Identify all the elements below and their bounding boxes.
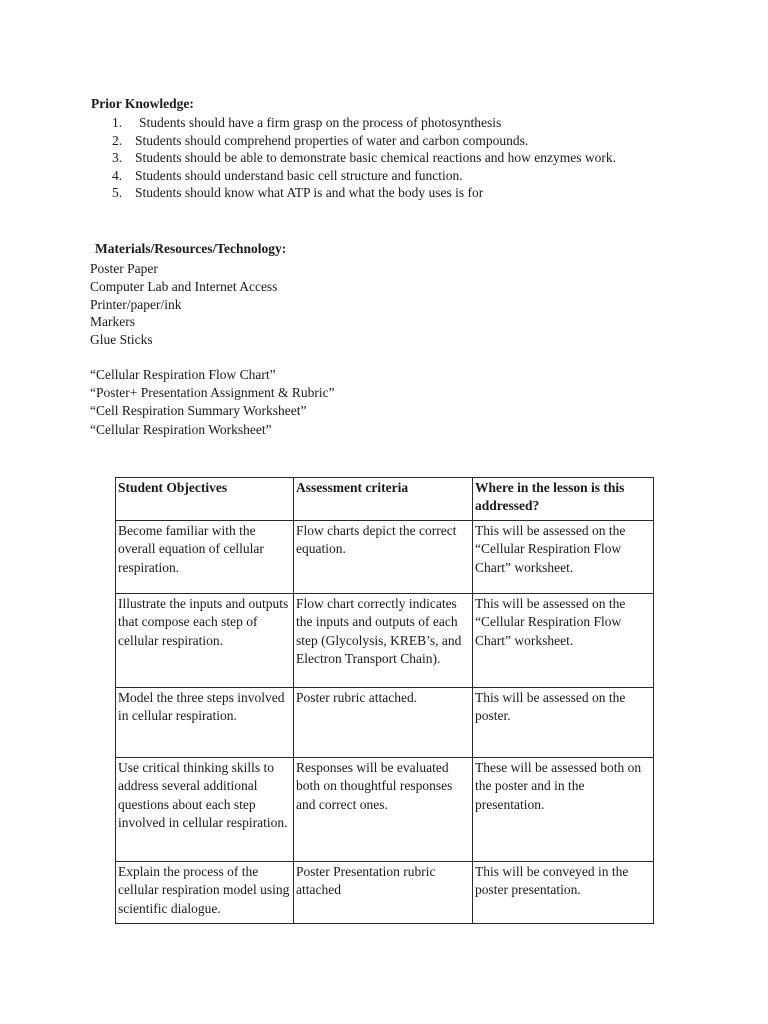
worksheet-item: “Cellular Respiration Flow Chart” [90, 367, 276, 382]
table-header-row [116, 478, 654, 521]
table-row [116, 758, 654, 862]
table-cell: Explain the process of the cellular respiration model using scientific dialogue. [116, 862, 294, 924]
list-item: 5. Students should know what ATP is and what the body uses is for [112, 185, 484, 201]
materials-heading: Materials/Resources/Technology: [95, 241, 287, 256]
list-item: 4. Students should understand basic cell structure and function. [112, 167, 463, 183]
table-cell: Flow charts depict the correct equation. [294, 521, 473, 594]
table-cell: Model the three steps involved in cellular respiration. [116, 688, 294, 758]
table-row [116, 594, 654, 688]
materials-list [90, 260, 277, 349]
objectives-table [115, 477, 654, 924]
table-row [116, 688, 654, 758]
worksheet-item: “Cell Respiration Summary Worksheet” [90, 403, 307, 419]
table-row [116, 862, 654, 924]
table-row [116, 521, 654, 594]
table-cell: Poster rubric attached. [294, 688, 473, 758]
prior-knowledge-list [112, 114, 616, 202]
column-header-assessment: Assessment criteria [294, 478, 473, 521]
list-item: 2. Students should comprehend properties of water and carbon compounds. [112, 132, 529, 148]
table-cell: These will be assessed both on the poster and in the presentation. [473, 758, 654, 862]
table-cell: This will be assessed on the poster. [473, 688, 654, 758]
list-item: 3. Students should be able to demonstrate basic chemical reactions and how enzymes work. [112, 150, 616, 166]
table-cell: Flow chart correctly indicates the inputs and outputs of each step (Glycolysis, KREB’s, and Electron Transport Chain). [294, 594, 473, 688]
prior-knowledge-heading: Prior Knowledge: [91, 96, 194, 111]
table-cell: Responses will be evaluated both on thoughtful responses and correct ones. [294, 758, 473, 862]
material-item: Glue Sticks [90, 332, 153, 348]
material-item: Printer/paper/ink [90, 296, 182, 312]
table-cell: This will be conveyed in the poster presentation. [473, 862, 654, 924]
material-item: Computer Lab and Internet Access [90, 278, 278, 294]
column-header-objectives: Student Objectives [116, 478, 294, 521]
table-cell: This will be assessed on the “Cellular Respiration Flow Chart” worksheet. [473, 594, 654, 688]
list-item: 1. Students should have a firm grasp on the process of photosynthesis [112, 115, 502, 130]
table-cell: Use critical thinking skills to address several additional questions about each step involved in cellular respiration. [116, 758, 294, 862]
material-item: Markers [90, 314, 135, 330]
material-item: Poster Paper [90, 261, 158, 276]
table-cell: This will be assessed on the “Cellular Respiration Flow Chart” worksheet. [473, 521, 654, 594]
worksheet-item: “Cellular Respiration Worksheet” [90, 421, 272, 437]
column-header-where: Where in the lesson is this addressed? [473, 478, 654, 521]
table-cell: Poster Presentation rubric attached [294, 862, 473, 924]
table-cell: Become familiar with the overall equation of cellular respiration. [116, 521, 294, 594]
worksheet-list [90, 366, 335, 439]
worksheet-item: “Poster+ Presentation Assignment & Rubric” [90, 385, 335, 401]
table-cell: Illustrate the inputs and outputs that compose each step of cellular respiration. [116, 594, 294, 688]
